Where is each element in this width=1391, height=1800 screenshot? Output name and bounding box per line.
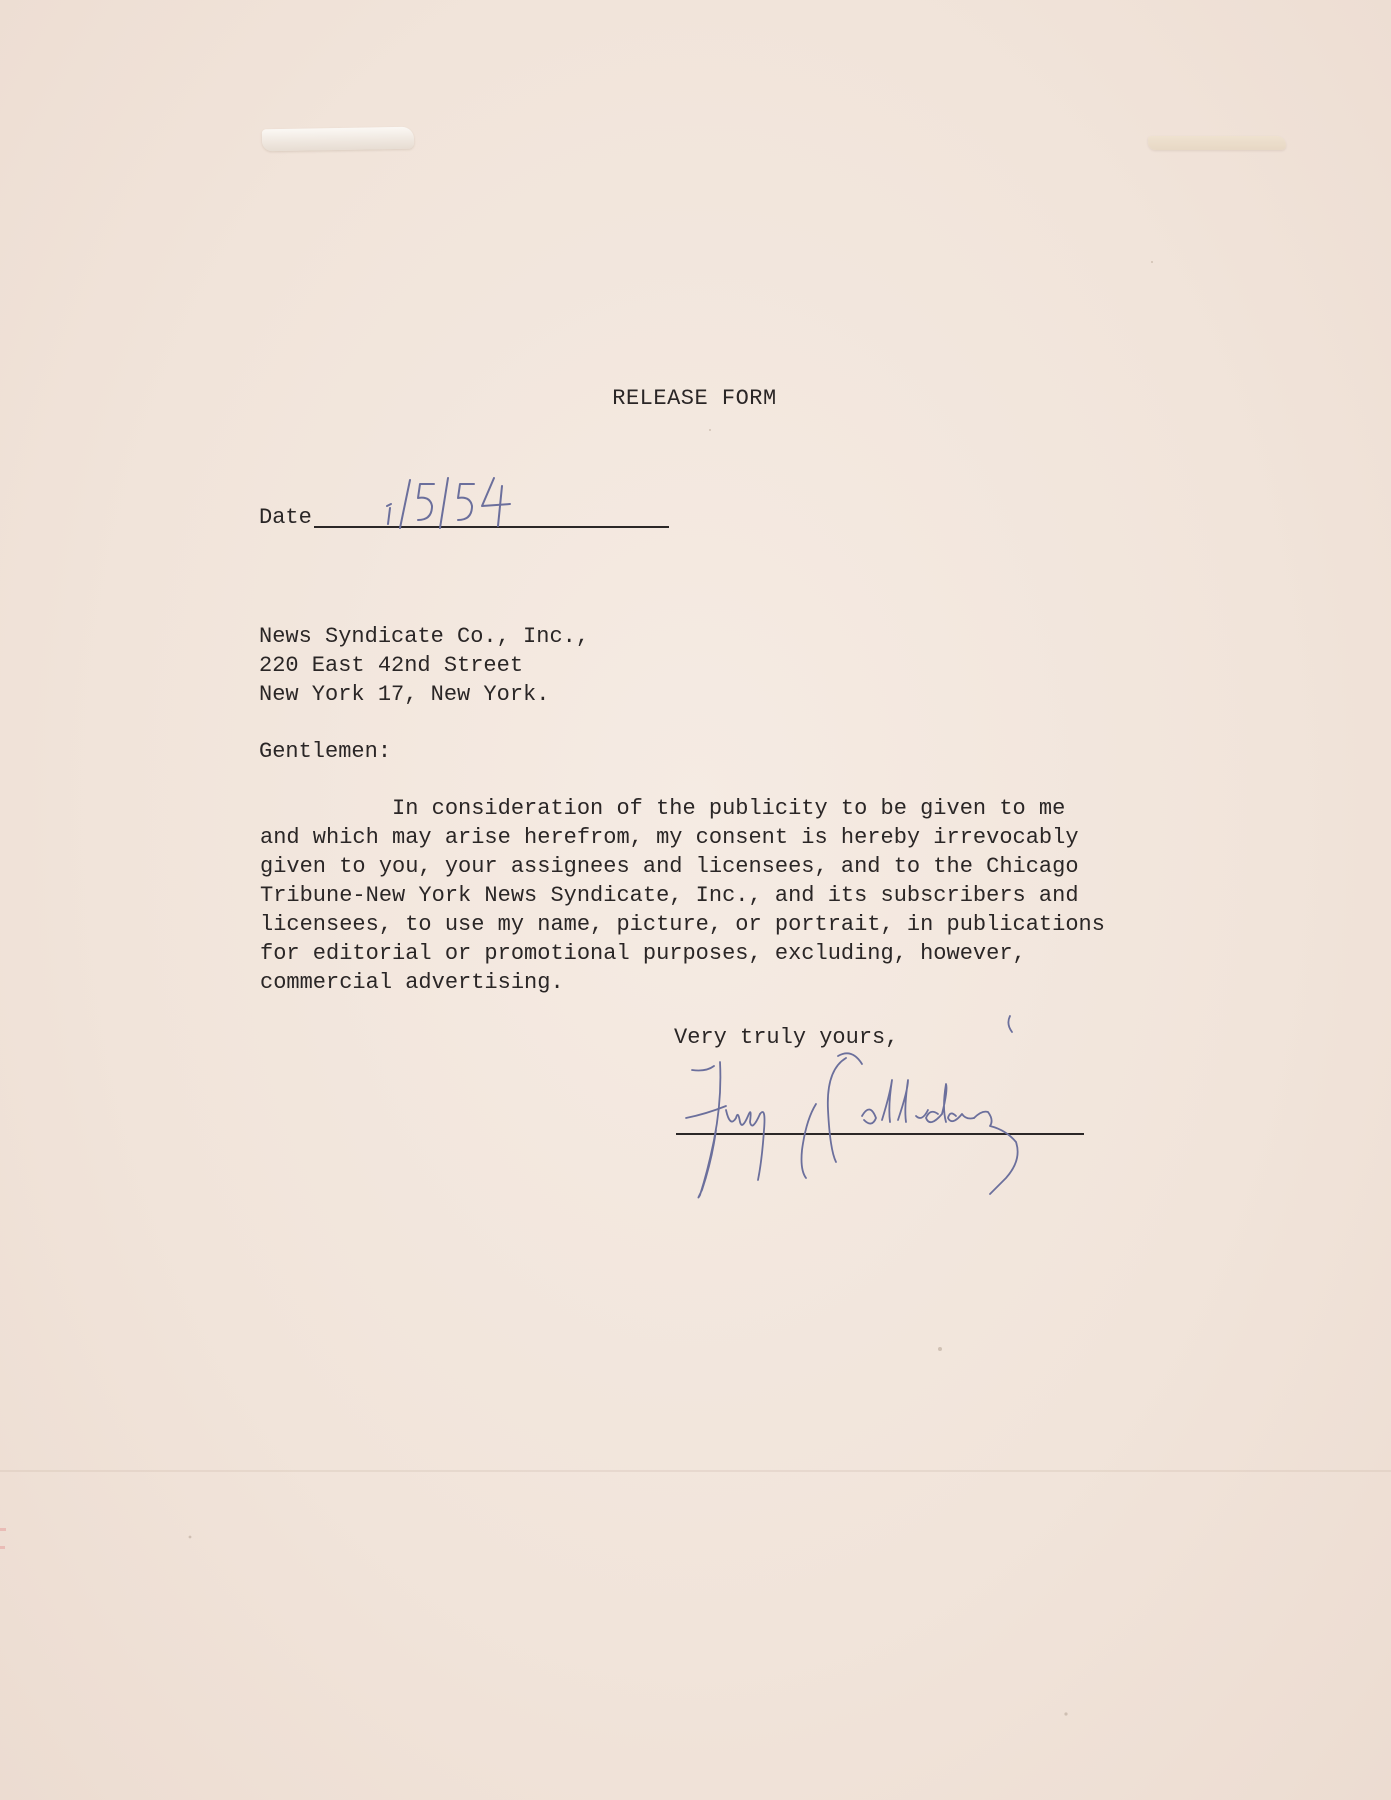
address-line: News Syndicate Co., Inc.,: [259, 624, 590, 649]
date-label: Date: [259, 505, 312, 530]
body-line: In consideration of the publicity to be given to me: [260, 796, 1066, 821]
closing: Very truly yours,: [674, 1025, 899, 1050]
address-line: New York 17, New York.: [259, 682, 550, 707]
body-line: commercial advertising.: [260, 970, 564, 995]
body-line: and which may arise herefrom, my consent is hereby irrevocably: [260, 825, 1079, 850]
address-line: 220 East 42nd Street: [259, 653, 524, 678]
salutation: Gentlemen:: [259, 739, 392, 764]
body-line: given to you, your assignees and licensees, and to the Chicago: [260, 854, 1079, 879]
body-line: Tribune-New York News Syndicate, Inc., and its subscribers and: [260, 883, 1079, 908]
body-line: licensees, to use my name, picture, or portrait, in publications: [260, 912, 1105, 937]
title-text: RELEASE FORM: [612, 386, 777, 411]
body-line: for editorial or promotional purposes, excluding, however,: [260, 941, 1026, 966]
